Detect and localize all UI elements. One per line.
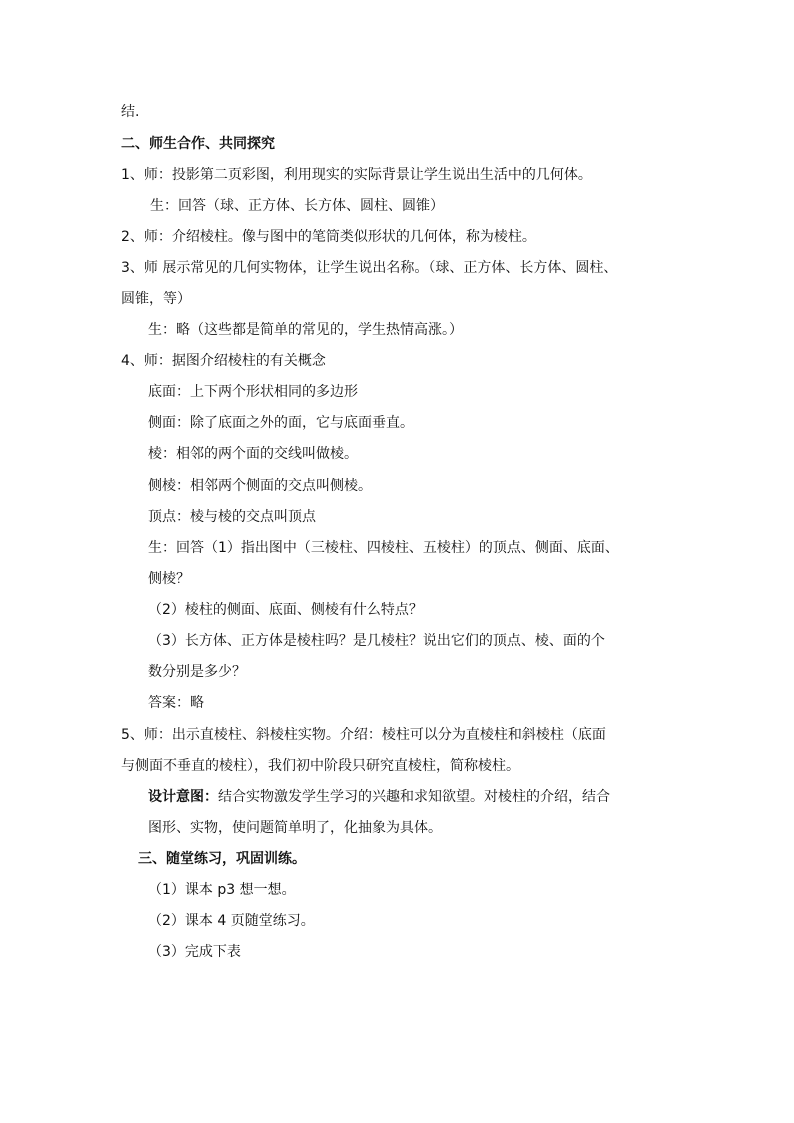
design-intent-line — [148, 786, 610, 808]
text-line: 生：略（这些都是简单的常见的，学生热情高涨。） — [148, 322, 463, 338]
list-item: （2）课本 4 页随堂练习。 — [148, 913, 315, 929]
text-line: 结. — [121, 104, 140, 120]
section-heading: 二、师生合作、共同探究 — [121, 136, 275, 152]
design-intent-text: 结合实物激发学生学习的兴趣和求知欲望。对棱柱的介绍，结合 — [218, 789, 610, 805]
text-line: 5、师：出示直棱柱、斜棱柱实物。介绍：棱柱可以分为直棱柱和斜棱柱（底面 — [121, 727, 606, 743]
text-line: 图形、实物，使问题简单明了，化抽象为具体。 — [148, 820, 442, 836]
text-line: 数分别是多少？ — [148, 664, 246, 680]
list-item: （1）课本 p3 想一想。 — [148, 882, 296, 898]
text-line: 与侧面不垂直的棱柱），我们初中阶段只研究直棱柱，简称棱柱。 — [121, 758, 520, 774]
list-item: （3）完成下表 — [148, 944, 241, 960]
text-line: 侧棱：相邻两个侧面的交点叫侧棱。 — [148, 478, 372, 494]
text-line: 棱：相邻的两个面的交线叫做棱。 — [148, 446, 358, 462]
text-line: 1、师：投影第二页彩图，利用现实的实际背景让学生说出生活中的几何体。 — [121, 167, 592, 183]
text-line: 底面：上下两个形状相同的多边形 — [148, 384, 358, 400]
text-line: 圆锥，等） — [121, 291, 191, 307]
text-line: 2、师：介绍棱柱。像与图中的笔筒类似形状的几何体，称为棱柱。 — [121, 229, 536, 245]
text-line: 顶点：棱与棱的交点叫顶点 — [148, 509, 316, 525]
text-line: 生：回答（1）指出图中（三棱柱、四棱柱、五棱柱）的顶点、侧面、底面、 — [148, 540, 619, 556]
text-line: 生：回答（球、正方体、长方体、圆柱、圆锥） — [150, 198, 444, 214]
text-line: 4、师：据图介绍棱柱的有关概念 — [121, 353, 326, 369]
text-line: 侧面：除了底面之外的面，它与底面垂直。 — [148, 415, 414, 431]
text-line: （2）棱柱的侧面、底面、侧棱有什么特点？ — [148, 602, 423, 618]
section-heading: 三、随堂练习，巩固训练。 — [138, 851, 306, 867]
text-line: （3）长方体、正方体是棱柱吗？是几棱柱？说出它们的顶点、棱、面的个 — [148, 633, 605, 649]
text-line: 3、师 展示常见的几何实物体，让学生说出名称。（球、正方体、长方体、圆柱、 — [121, 260, 618, 276]
design-intent-label: 设计意图： — [148, 789, 218, 805]
text-line: 答案：略 — [148, 695, 204, 711]
text-line: 侧棱？ — [148, 571, 190, 587]
